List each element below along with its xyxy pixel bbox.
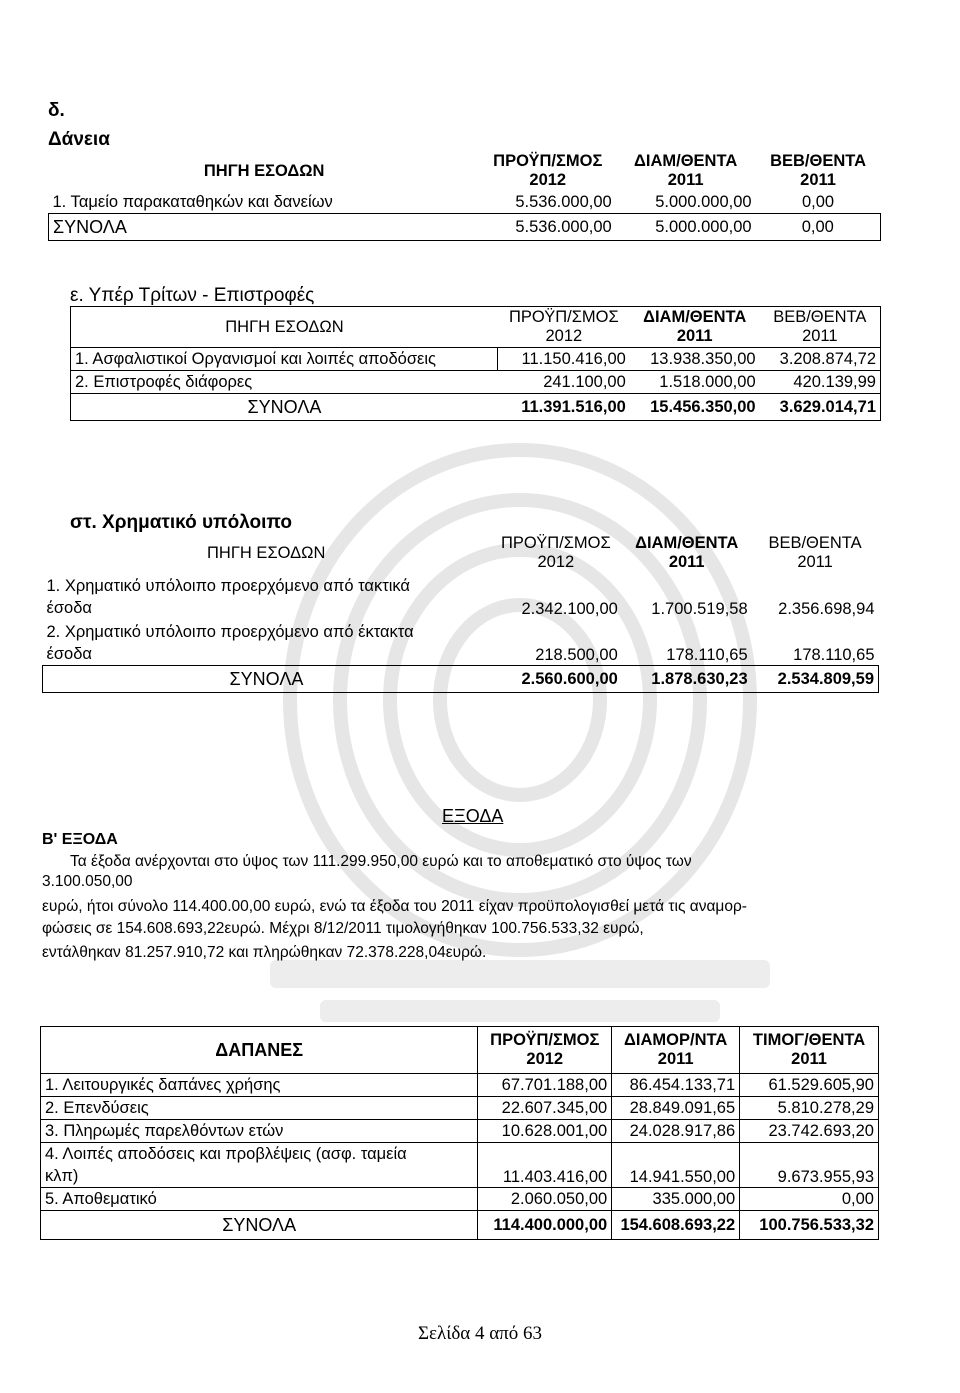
total-value: 100.756.533,32: [740, 1211, 879, 1240]
expenses-para-line: εντάλθηκαν 81.257.910,72 και πληρώθηκαν 72.378.228,04ευρώ.: [42, 944, 487, 961]
table-row: [41, 1074, 879, 1097]
total-value: 15.456.350,00: [650, 397, 756, 416]
col-header-budget: ΠΡΟΫΠ/ΣΜΟΣ 2012: [509, 308, 619, 345]
row-label: 1. Λειτουργικές δαπάνες χρήσης: [41, 1074, 478, 1097]
table-row: [49, 191, 881, 214]
totals-row: [49, 214, 881, 241]
cell-value: 67.701.188,00: [478, 1074, 612, 1097]
cell-value: 241.100,00: [543, 372, 626, 391]
row-label: 5. Αποθεματικό: [41, 1188, 478, 1211]
expenses-para-line: Τα έξοδα ανέρχονται στο ύψος των 111.299.950,00 ευρώ και το αποθεματικό στο ύψος των: [70, 853, 692, 870]
table-row: [41, 1143, 879, 1188]
section-st-title: στ. Χρηματικό υπόλοιπο: [70, 512, 293, 533]
cell-value: 5.536.000,00: [515, 192, 612, 211]
expenses-table: [40, 1026, 879, 1240]
cell-value: 178.110,65: [666, 646, 748, 664]
row-label-line1: 1. Χρηματικό υπόλοιπο προερχόμενο από τακτικά: [46, 577, 410, 595]
cell-value: 0,00: [801, 192, 835, 211]
expenses-subheading: Β' ΕΞΟΔΑ: [42, 831, 118, 848]
cell-value: 22.607.345,00: [478, 1097, 612, 1120]
col-header-committed: ΔΙΑΜ/ΘΕΝΤΑ 2011: [643, 308, 747, 345]
cell-value: 2.060.050,00: [478, 1188, 612, 1211]
cell-value: 178.110,65: [793, 646, 875, 664]
total-value: 0,00: [801, 217, 834, 236]
expenses-para-line: ευρώ, ήτοι σύνολο 114.400.00,00 ευρώ, ενώ τα έξοδα του 2011 είχαν προϋπολογισθεί μετά τις αναμορ-: [42, 898, 747, 915]
totals-row: [41, 1211, 879, 1240]
table-header-row: [49, 151, 881, 191]
total-value: 5.000.000,00: [655, 217, 752, 236]
cell-value: 3.208.874,72: [779, 349, 876, 368]
col-header-certified: ΒΕΒ/ΘΕΝΤΑ 2011: [768, 534, 862, 571]
cell-value: 0,00: [740, 1188, 879, 1211]
section-e-title: ε. Υπέρ Τρίτων - Επιστροφές: [70, 285, 315, 306]
total-value: 5.536.000,00: [515, 217, 612, 236]
total-value: 154.608.693,22: [612, 1211, 740, 1240]
col-header-source: ΠΗΓΗ ΕΣΟΔΩΝ: [203, 161, 325, 180]
col-header-budget: ΠΡΟΫΠ/ΣΜΟΣ 2012: [493, 152, 603, 189]
col-header-source: ΠΗΓΗ ΕΣΟΔΩΝ: [225, 317, 344, 336]
table-row: [43, 619, 879, 666]
total-value: 2.534.809,59: [777, 669, 874, 688]
cash-balance-table: [42, 533, 879, 693]
totals-row: [71, 394, 881, 421]
row-label-line2: κλπ): [45, 1167, 79, 1185]
row-label-line2: έσοδα: [46, 599, 92, 617]
row-label: 1. Ασφαλιστικοί Οργανισμοί και λοιπές αποδόσεις: [71, 348, 498, 371]
cell-value: 2.342.100,00: [521, 600, 618, 618]
cell-value: 5.810.278,29: [740, 1097, 879, 1120]
table-header-row: [41, 1027, 879, 1074]
col-header-invoiced: ΤΙΜΟΓ/ΘΕΝΤΑ 2011: [740, 1027, 879, 1074]
row-label-line1: 4. Λοιπές αποδόσεις και προβλέψεις (ασφ. ταμεία: [45, 1145, 407, 1163]
cell-value: 2.356.698,94: [778, 600, 875, 618]
cell-value: 11.403.416,00: [478, 1143, 612, 1188]
col-header-budget: ΠΡΟΫΠ/ΣΜΟΣ 2012: [501, 534, 611, 571]
row-label: 2. Επενδύσεις: [41, 1097, 478, 1120]
totals-label: ΣΥΝΟΛΑ: [229, 668, 304, 689]
cell-value: 13.938.350,00: [650, 349, 756, 368]
expenses-para-line: 3.100.050,00: [42, 873, 133, 890]
row-label: 3. Πληρωμές παρελθόντων ετών: [41, 1120, 478, 1143]
third-party-table: [70, 306, 881, 421]
table-header-row: [43, 533, 879, 573]
cell-value: 218.500,00: [535, 646, 618, 664]
totals-label: ΣΥΝΟΛΑ: [53, 216, 127, 237]
cell-value: 61.529.605,90: [740, 1074, 879, 1097]
cell-value: 14.941.550,00: [612, 1143, 740, 1188]
cell-value: 10.628.001,00: [478, 1120, 612, 1143]
table-header-row: [71, 307, 881, 348]
col-header-amended: ΔΙΑΜΟΡ/ΝΤΑ 2011: [612, 1027, 740, 1074]
row-label: 1. Ταμείο παρακαταθηκών και δανείων: [52, 192, 333, 211]
section-d-marker: δ.: [48, 100, 65, 121]
col-header-budget: ΠΡΟΫΠ/ΣΜΟΣ 2012: [478, 1027, 612, 1074]
cell-value: 420.139,99: [793, 372, 876, 391]
table-row: [41, 1188, 879, 1211]
cell-value: 11.150.416,00: [521, 349, 626, 368]
table-row: [71, 371, 881, 394]
totals-label: ΣΥΝΟΛΑ: [41, 1211, 478, 1240]
cell-value: 28.849.091,65: [612, 1097, 740, 1120]
cell-value: 24.028.917,86: [612, 1120, 740, 1143]
expenses-para-line: φώσεις σε 154.608.693,22ευρώ. Μέχρι 8/12/2011 τιμολογήθηκαν 100.756.533,32 ευρώ,: [42, 920, 644, 937]
col-header-committed: ΔΙΑΜ/ΘΕΝΤΑ 2011: [635, 534, 739, 571]
col-header-expenses: ΔΑΠΑΝΕΣ: [41, 1027, 478, 1074]
total-value: 11.391.516,00: [521, 397, 626, 416]
table-row: [41, 1097, 879, 1120]
expenses-heading: ΕΞΟΔΑ: [442, 806, 504, 826]
cell-value: 1.518.000,00: [659, 372, 756, 391]
row-label: [43, 573, 490, 619]
cell-value: 1.700.519,58: [651, 600, 748, 618]
row-label: [41, 1143, 478, 1188]
totals-row: [43, 666, 879, 693]
cell-value: 86.454.133,71: [612, 1074, 740, 1097]
cell-value: 5.000.000,00: [655, 192, 752, 211]
total-value: 1.878.630,23: [651, 669, 748, 688]
row-label: [43, 619, 490, 666]
table-row: [41, 1120, 879, 1143]
col-header-source: ΠΗΓΗ ΕΣΟΔΩΝ: [207, 543, 326, 562]
row-label-line1: 2. Χρηματικό υπόλοιπο προερχόμενο από έκτακτα: [46, 623, 414, 641]
cell-value: 23.742.693,20: [740, 1120, 879, 1143]
row-label-line2: έσοδα: [46, 645, 92, 663]
cell-value: 335.000,00: [612, 1188, 740, 1211]
table-row: [43, 573, 879, 619]
col-header-committed: ΔΙΑΜ/ΘΕΝΤΑ 2011: [634, 152, 738, 189]
page-number-footer: Σελίδα 4 από 63: [417, 1323, 543, 1344]
col-header-certified: ΒΕΒ/ΘΕΝΤΑ 2011: [770, 152, 867, 189]
total-value: 3.629.014,71: [779, 397, 876, 416]
table-row: [71, 348, 881, 371]
row-label: 2. Επιστροφές διάφορες: [75, 372, 253, 391]
total-value: 114.400.000,00: [478, 1211, 612, 1240]
section-d-title: Δάνεια: [48, 129, 110, 150]
totals-label: ΣΥΝΟΛΑ: [247, 396, 322, 417]
col-header-certified: ΒΕΒ/ΘΕΝΤΑ 2011: [773, 308, 867, 345]
total-value: 2.560.600,00: [521, 669, 618, 688]
loans-table: [48, 151, 881, 241]
cell-value: 9.673.955,93: [740, 1143, 879, 1188]
